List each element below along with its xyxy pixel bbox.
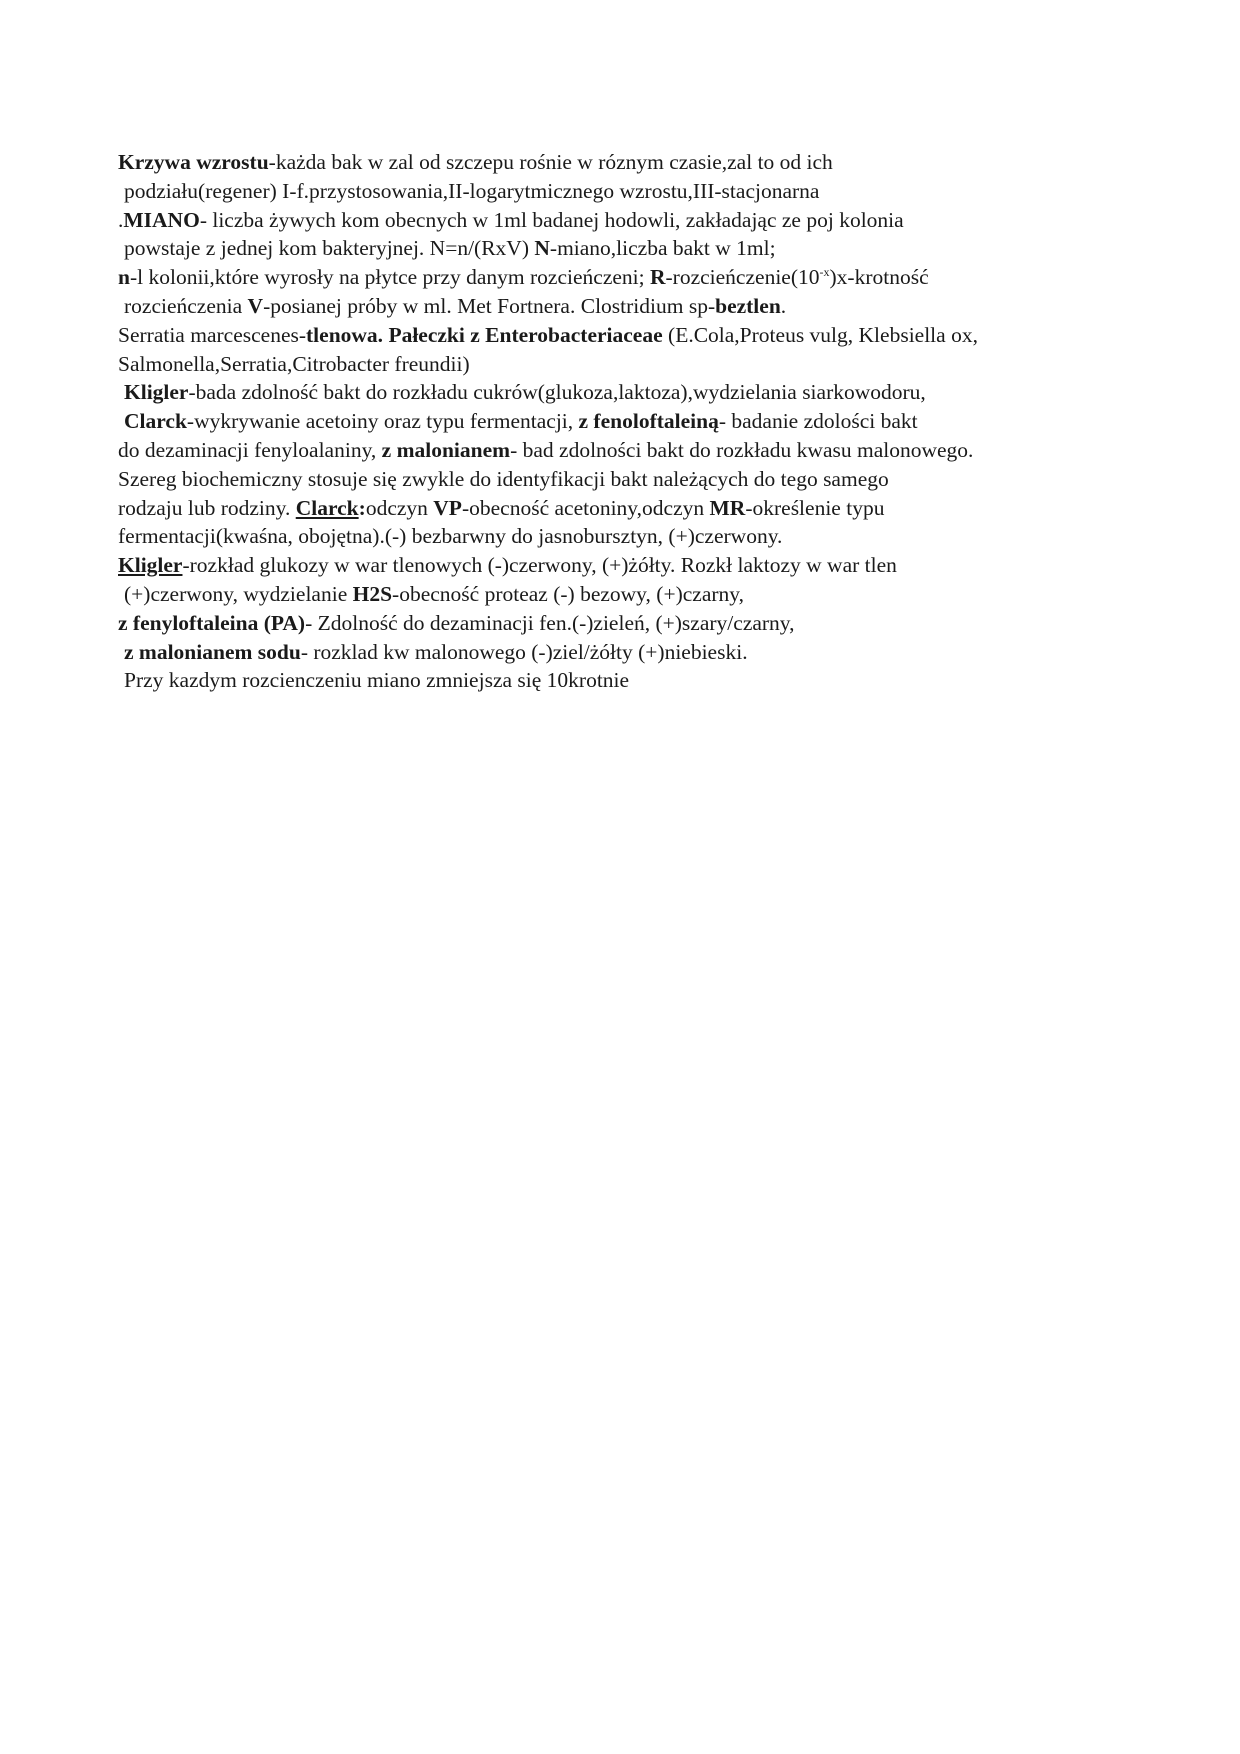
- text-segment: -określenie typu: [745, 495, 885, 520]
- bold-term: z malonianem: [381, 437, 511, 462]
- bold-term: tlenowa.: [306, 322, 384, 347]
- text-segment: powstaje z jednej kom bakteryjnej. N=n/(RxV): [124, 236, 535, 261]
- text-segment: - Zdolność do dezaminacji fen.(-)zieleń, (+)szary/czarny,: [305, 610, 795, 635]
- text-line: [118, 378, 1178, 407]
- text-segment: -obecność proteaz (-) bezowy, (+)czarny,: [392, 581, 744, 606]
- bold-term: Kligler: [118, 553, 183, 578]
- bold-term: z malonianem sodu: [124, 639, 301, 664]
- text-line: [118, 321, 1178, 350]
- text-line: [118, 292, 1178, 321]
- bold-term: MIANO: [123, 207, 200, 232]
- text-segment: -x: [819, 265, 830, 280]
- text-segment: Przy kazdym rozcienczeniu miano zmniejsza się 10krotnie: [124, 668, 630, 693]
- text-line: [118, 551, 1178, 580]
- text-line: [118, 638, 1178, 667]
- text-segment: - bad zdolności bakt do rozkładu kwasu malonowego.: [510, 437, 974, 462]
- text-segment: .: [780, 293, 787, 318]
- text-segment: .: [118, 207, 124, 232]
- text-line: [118, 206, 1178, 235]
- text-line: [118, 609, 1178, 638]
- text-line: [118, 177, 1178, 206]
- text-line: [118, 522, 1178, 551]
- text-segment: -każda bak w zal od szczepu rośnie w róznym czasie,zal to od ich: [268, 150, 833, 174]
- text-line: [118, 436, 1178, 465]
- text-segment: (+)czerwony, wydzielanie: [124, 581, 353, 606]
- text-line: [118, 465, 1178, 494]
- text-segment: Salmonella,Serratia,Citrobacter freundii): [118, 351, 470, 376]
- text-line: [118, 350, 1178, 379]
- text-segment: -posianej próby w ml. Met Fortnera. Clostridium sp-: [263, 293, 716, 318]
- bold-term: R: [649, 265, 666, 290]
- bold-term: :: [358, 495, 366, 520]
- text-line: [118, 234, 1178, 263]
- bold-term: n: [118, 265, 130, 290]
- text-segment: (E.Cola,Proteus vulg, Klebsiella ox,: [662, 322, 978, 347]
- text-segment: -obecność acetoniny,odczyn: [461, 495, 710, 520]
- bold-term: Kligler: [124, 380, 189, 405]
- text-segment: rodzaju lub rodziny.: [118, 495, 296, 520]
- bold-term: V: [247, 293, 264, 318]
- text-segment: -bada zdolność bakt do rozkładu cukrów(glukoza,laktoza),wydzielania siarkowodoru,: [188, 380, 926, 405]
- bold-term: MR: [709, 495, 746, 520]
- text-segment: do dezaminacji fenyloalaniny,: [118, 437, 382, 462]
- text-segment: - liczba żywych kom obecnych w 1ml badanej hodowli, zakładając ze poj kolonia: [199, 207, 904, 232]
- text-segment: rozcieńczenia: [124, 293, 248, 318]
- text-segment: Serratia marcescenes-: [118, 322, 307, 347]
- bold-term: Clarck: [295, 495, 359, 520]
- bold-term: z fenoloftaleiną: [578, 409, 719, 434]
- bold-term: H2S: [352, 581, 393, 606]
- text-segment: podziału(regener) I-f.przystosowania,II-logarytmicznego wzrostu,III-stacjonarna: [124, 178, 820, 203]
- bold-term: Clarck: [124, 409, 187, 434]
- bold-term: N: [534, 236, 550, 261]
- text-segment: -l kolonii,które wyrosły na płytce przy danym rozcieńczeni;: [129, 265, 650, 290]
- text-segment: -rozkład glukozy w war tlenowych (-)czerwony, (+)żółty. Rozkł laktozy w war tlen: [182, 553, 897, 578]
- text-line: [118, 407, 1178, 436]
- document-text: [118, 148, 1178, 695]
- bold-term: Krzywa wzrostu: [118, 150, 269, 174]
- text-segment: odczyn: [365, 495, 434, 520]
- text-segment: Szereg biochemiczny stosuje się zwykle do identyfikacji bakt należących do tego samego: [118, 466, 889, 491]
- text-line: [118, 580, 1178, 609]
- text-segment: - badanie zdolości bakt: [718, 409, 918, 434]
- text-line: [118, 263, 1178, 292]
- text-segment: )x-krotność: [829, 265, 929, 290]
- text-line: [118, 494, 1178, 523]
- text-line: [118, 148, 1178, 177]
- text-segment: -miano,liczba bakt w 1ml;: [549, 236, 776, 261]
- text-segment: - rozklad kw malonowego (-)ziel/żółty (+)niebieski.: [300, 639, 748, 664]
- text-line: [118, 666, 1178, 695]
- bold-term: z fenyloftaleina (PA): [118, 610, 306, 635]
- text-segment: -rozcieńczenie(10: [665, 265, 820, 290]
- bold-term: Pałeczki z Enterobacteriaceae: [388, 322, 663, 347]
- bold-term: beztlen: [715, 293, 781, 318]
- text-segment: fermentacji(kwaśna, obojętna).(-) bezbarwny do jasnobursztyn, (+)czerwony.: [118, 524, 783, 549]
- text-segment: -wykrywanie acetoiny oraz typu fermentacji,: [186, 409, 579, 434]
- bold-term: VP: [433, 495, 462, 520]
